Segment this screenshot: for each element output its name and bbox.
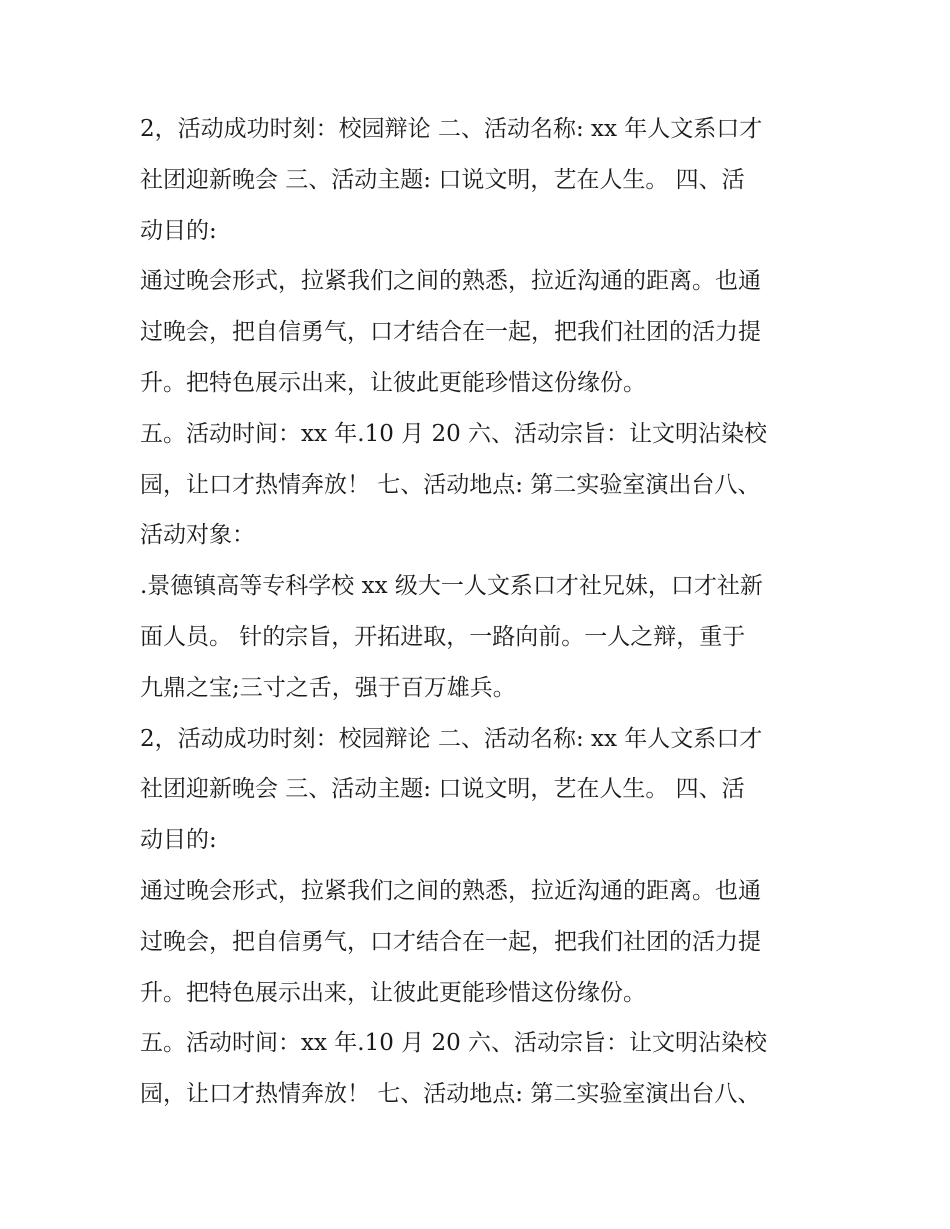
paragraph-purpose-repeat xyxy=(140,866,820,1018)
paragraph-time-place xyxy=(140,409,820,561)
text-line: 过晚会，把自信勇气，口才结合在一起，把我们社团的活力提 xyxy=(140,319,761,346)
text-line: 园，让口才热情奔放！ 七、活动地点: 第二实验室演出台八、 xyxy=(140,471,761,498)
text-line: 过晚会，把自信勇气，口才结合在一起，把我们社团的活力提 xyxy=(140,928,761,955)
text-line: 社团迎新晚会 三、活动主题: 口说文明，艺在人生。 四、活 xyxy=(140,776,745,803)
text-line: 园，让口才热情奔放！ 七、活动地点: 第二实验室演出台八、 xyxy=(140,1081,761,1108)
text-line: 五。活动时间：xx 年.10 月 20 六、活动宗旨：让文明沾染校 xyxy=(140,1030,768,1057)
text-line: 社团迎新晚会 三、活动主题: 口说文明，艺在人生。 四、活 xyxy=(140,166,745,193)
text-line: 2，活动成功时刻：校园辩论 二、活动名称: xx 年人文系口才 xyxy=(140,116,763,142)
text-line: 活动对象： xyxy=(140,522,255,549)
text-line: 升。把特色展示出来，让彼此更能珍惜这份缘份。 xyxy=(140,369,646,396)
text-line: 九鼎之宝;三寸之舌，强于百万雄兵。 xyxy=(140,674,516,701)
paragraph-activity-info-repeat xyxy=(140,714,820,866)
text-line: 面人员。 针的宗旨，开拓进取，一路向前。一人之辩，重于 xyxy=(140,623,746,650)
document-body xyxy=(140,104,820,1120)
text-line: 通过晚会形式，拉紧我们之间的熟悉，拉近沟通的距离。也通 xyxy=(140,268,761,295)
paragraph-activity-info xyxy=(140,104,820,256)
paragraph-audience xyxy=(140,561,820,713)
text-line: 升。把特色展示出来，让彼此更能珍惜这份缘份。 xyxy=(140,979,646,1006)
text-line: 动目的: xyxy=(140,827,217,854)
paragraph-time-place-repeat xyxy=(140,1018,820,1120)
text-line: 动目的: xyxy=(140,217,217,244)
text-line: 五。活动时间：xx 年.10 月 20 六、活动宗旨：让文明沾染校 xyxy=(140,420,768,447)
text-line: 2，活动成功时刻：校园辩论 二、活动名称: xx 年人文系口才 xyxy=(140,725,763,752)
paragraph-purpose xyxy=(140,256,820,408)
text-line: 通过晚会形式，拉紧我们之间的熟悉，拉近沟通的距离。也通 xyxy=(140,877,761,904)
text-line: .景德镇高等专科学校 xx 级大一人文系口才社兄妹，口才社新 xyxy=(140,573,763,600)
